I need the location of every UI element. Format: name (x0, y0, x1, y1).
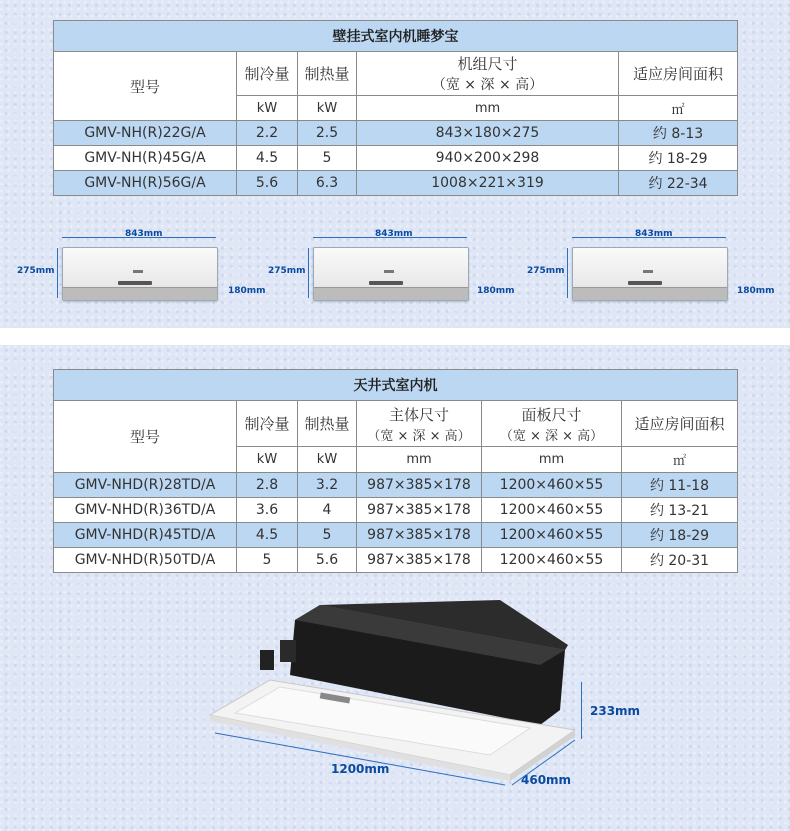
depth-dimension-label: 180mm (228, 286, 266, 296)
cell-heating: 5 (298, 146, 357, 171)
wall-unit-panel (0, 0, 790, 328)
cell-cooling: 4.5 (237, 146, 298, 171)
width-dimension-label: 843mm (375, 229, 413, 239)
header-body-size (357, 401, 482, 447)
header-panel-sub: （宽 × 深 × 高） (499, 428, 604, 444)
cell-area: 约 8-13 (619, 121, 738, 146)
width-dimension-label: 843mm (635, 229, 673, 239)
cell-panel: 1200×460×55 (482, 473, 622, 498)
table-row (54, 498, 738, 523)
cell-cooling: 3.6 (237, 498, 298, 523)
header-panel-label: 面板尺寸 (521, 405, 582, 424)
cell-cooling: 2.2 (237, 121, 298, 146)
wall-unit-image (572, 247, 728, 301)
cell-model: GMV-NHD(R)45TD/A (54, 523, 237, 548)
header-body-label: 主体尺寸 (388, 405, 449, 424)
header-area: 适应房间面积 (622, 401, 738, 447)
unit-heating: kW (298, 96, 357, 121)
header-area: 适应房间面积 (619, 52, 738, 96)
cell-size: 1008×221×319 (357, 171, 619, 196)
header-cooling: 制冷量 (237, 52, 298, 96)
cell-body: 987×385×178 (357, 473, 482, 498)
cell-panel: 1200×460×55 (482, 548, 622, 573)
cell-size: 940×200×298 (357, 146, 619, 171)
cell-body: 987×385×178 (357, 498, 482, 523)
width-dimension-label: 843mm (125, 229, 163, 239)
header-model: 型号 (54, 52, 237, 121)
cell-area: 约 13-21 (622, 498, 738, 523)
header-panel-size (482, 401, 622, 447)
cell-cooling: 2.8 (237, 473, 298, 498)
table-row (54, 171, 738, 196)
unit-heating: kW (298, 447, 357, 473)
cell-heating: 2.5 (298, 121, 357, 146)
cell-model: GMV-NHD(R)36TD/A (54, 498, 237, 523)
ceiling-unit-panel (0, 345, 790, 831)
cell-area: 约 11-18 (622, 473, 738, 498)
header-cooling: 制冷量 (237, 401, 298, 447)
cell-model: GMV-NH(R)45G/A (54, 146, 237, 171)
unit-size: mm (357, 96, 619, 121)
cell-cooling: 4.5 (237, 523, 298, 548)
cell-size: 843×180×275 (357, 121, 619, 146)
header-heating: 制热量 (298, 401, 357, 447)
height-dimension-label: 275mm (268, 266, 306, 276)
wall-unit-image (313, 247, 469, 301)
dimension-arrows (200, 695, 600, 795)
cell-cooling: 5 (237, 548, 298, 573)
table-row (54, 121, 738, 146)
width-dimension-label: 1200mm (331, 762, 390, 776)
cell-panel: 1200×460×55 (482, 523, 622, 548)
table-row (54, 548, 738, 573)
cell-heating: 3.2 (298, 473, 357, 498)
table-row (54, 146, 738, 171)
cell-heating: 6.3 (298, 171, 357, 196)
ceiling-table-title: 天井式室内机 (54, 370, 738, 401)
height-dimension-label: 275mm (17, 266, 55, 276)
depth-dimension-label: 180mm (477, 286, 515, 296)
unit-area: ㎡ (619, 96, 738, 121)
cell-model: GMV-NHD(R)50TD/A (54, 548, 237, 573)
wall-unit-spec-table (53, 20, 738, 196)
cell-area: 约 20-31 (622, 548, 738, 573)
height-dimension-label: 275mm (527, 266, 565, 276)
cell-model: GMV-NH(R)22G/A (54, 121, 237, 146)
cell-model: GMV-NHD(R)28TD/A (54, 473, 237, 498)
header-heating: 制热量 (298, 52, 357, 96)
cell-heating: 4 (298, 498, 357, 523)
height-dimension-label: 233mm (590, 704, 641, 718)
table-row (54, 473, 738, 498)
header-model: 型号 (54, 401, 237, 473)
cell-area: 约 18-29 (619, 146, 738, 171)
ceiling-unit-spec-table (53, 369, 738, 573)
cell-model: GMV-NH(R)56G/A (54, 171, 237, 196)
unit-cooling: kW (237, 96, 298, 121)
cell-area: 约 22-34 (619, 171, 738, 196)
wall-unit-image (62, 247, 218, 301)
depth-dimension-label: 460mm (521, 773, 572, 787)
header-body-sub: （宽 × 深 × 高） (367, 428, 471, 444)
header-size-sub: （宽 × 深 × 高） (431, 77, 544, 93)
unit-panel: mm (482, 447, 622, 473)
header-size-label: 机组尺寸 (457, 55, 518, 73)
unit-body: mm (357, 447, 482, 473)
header-size (357, 52, 619, 96)
cell-heating: 5.6 (298, 548, 357, 573)
cell-heating: 5 (298, 523, 357, 548)
cell-body: 987×385×178 (357, 523, 482, 548)
depth-dimension-label: 180mm (737, 286, 775, 296)
wall-table-title: 壁挂式室内机睡梦宝 (54, 21, 738, 52)
unit-area: ㎡ (622, 447, 738, 473)
cell-area: 约 18-29 (622, 523, 738, 548)
cell-panel: 1200×460×55 (482, 498, 622, 523)
table-row (54, 523, 738, 548)
unit-cooling: kW (237, 447, 298, 473)
cell-cooling: 5.6 (237, 171, 298, 196)
cell-body: 987×385×178 (357, 548, 482, 573)
